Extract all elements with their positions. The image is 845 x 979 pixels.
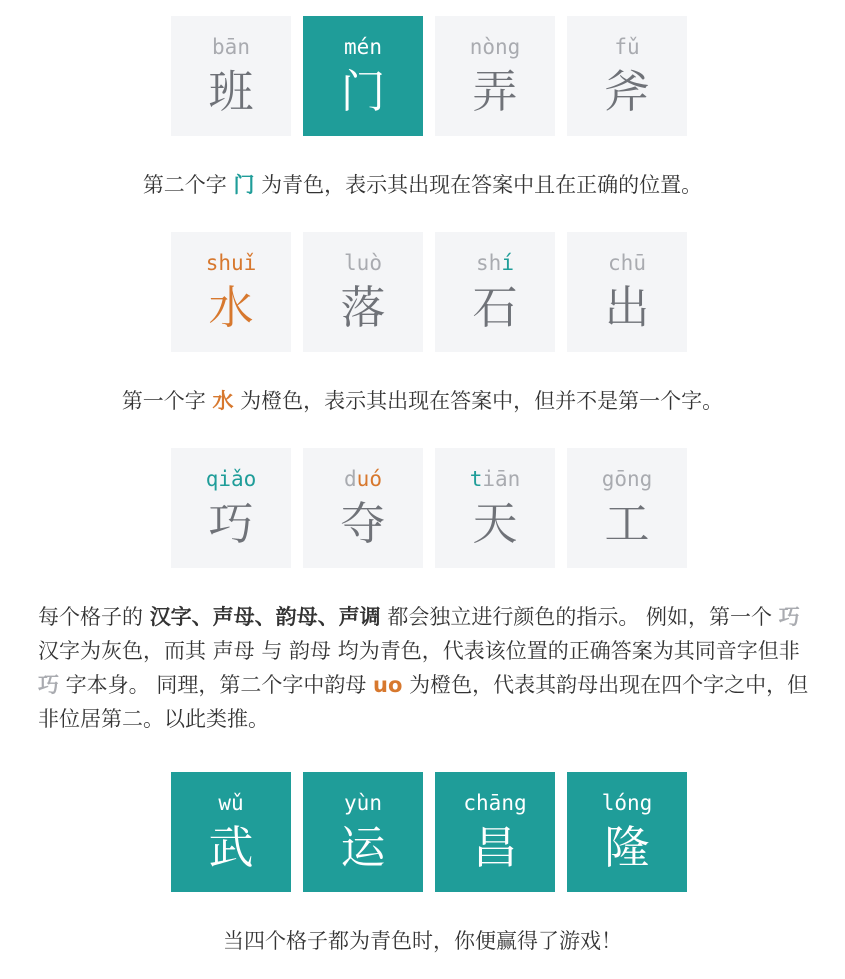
- tile-correct: [435, 772, 555, 892]
- tile-hanzi: 昌: [472, 821, 518, 874]
- tile-correct: [303, 772, 423, 892]
- caption-text: 为青色，表示其出现在答案中且在正确的位置。: [254, 173, 703, 197]
- tile-correct: [567, 772, 687, 892]
- tile: [303, 448, 423, 568]
- paragraph-text: 字本身。 同理，第二个字中韵母: [59, 673, 374, 697]
- pinyin-part: uó: [356, 467, 382, 491]
- pinyin-part: í: [501, 251, 514, 275]
- pinyin-part: qiǎo: [205, 467, 257, 491]
- explanation-paragraph: [38, 600, 813, 736]
- example-caption-1: [0, 170, 845, 200]
- tile-hanzi: 天: [472, 497, 518, 550]
- pinyin-part: luò: [344, 251, 382, 275]
- tile: [435, 448, 555, 568]
- tile-pinyin: [303, 250, 423, 276]
- paragraph-text: 每个格子的: [38, 605, 150, 629]
- tile-hanzi: 武: [208, 821, 254, 874]
- tile: [567, 448, 687, 568]
- pinyin-part: ōng: [614, 467, 653, 491]
- tile-hanzi: 石: [472, 281, 518, 334]
- tile: [171, 232, 291, 352]
- caption-text: 第二个字: [142, 173, 234, 197]
- example-row-2: [171, 232, 687, 352]
- tile-hanzi: 斧: [604, 65, 650, 118]
- tile: [435, 232, 555, 352]
- tile-hanzi: 运: [340, 821, 386, 874]
- paragraph-keyword: uo: [373, 673, 403, 697]
- paragraph-text: 汉字为灰色，而其 声母 与 韵母 均为青色，代表该位置的正确答案为其同音字但非: [38, 639, 800, 663]
- tile-hanzi: 夺: [340, 497, 386, 550]
- tile-pinyin: nòng: [469, 35, 521, 59]
- pinyin-part: shuǐ: [205, 251, 257, 275]
- paragraph-text: 为橙色，代表其韵母出现在四个字之中，但非位居第二。以此类推。: [38, 673, 809, 731]
- tile-pinyin: chāng: [463, 791, 527, 815]
- example-row-1: [171, 16, 687, 136]
- tile: [567, 16, 687, 136]
- tile-hanzi: 门: [340, 65, 386, 118]
- tile-hanzi: 隆: [604, 821, 650, 874]
- tile-hanzi: 弄: [472, 65, 518, 118]
- tile-hanzi: 出: [604, 281, 650, 334]
- tile-pinyin: bān: [212, 35, 250, 59]
- paragraph-keyword: 巧: [778, 605, 800, 629]
- pinyin-part: d: [344, 467, 357, 491]
- example-row-3: [171, 448, 687, 568]
- win-caption: 当四个格子都为青色时，你便赢得了游戏！: [223, 929, 622, 953]
- paragraph-keyword: 巧: [38, 673, 59, 697]
- tile-pinyin: [567, 466, 687, 492]
- tile: [171, 16, 291, 136]
- tile: [435, 16, 555, 136]
- tile-pinyin: wǔ: [218, 791, 244, 815]
- tile-pinyin: [567, 250, 687, 276]
- tile-pinyin: yùn: [344, 791, 382, 815]
- tile-pinyin: mén: [344, 35, 382, 59]
- tile-hanzi: 工: [604, 497, 650, 550]
- pinyin-part: g: [601, 467, 615, 491]
- pinyin-part: iān: [482, 467, 521, 491]
- tile: [303, 232, 423, 352]
- pinyin-part: sh: [476, 251, 502, 275]
- tile: [171, 448, 291, 568]
- tile-pinyin: [435, 466, 555, 492]
- example-row-4: [171, 772, 687, 892]
- tile-pinyin: [303, 466, 423, 492]
- tile-correct: [171, 772, 291, 892]
- tile-hanzi: 落: [340, 281, 386, 334]
- tile: [567, 232, 687, 352]
- example-caption-2: [0, 386, 845, 416]
- pinyin-part: chū: [608, 251, 646, 275]
- pinyin-part: t: [469, 467, 483, 491]
- tile-pinyin: [171, 466, 291, 492]
- tile-pinyin: [171, 250, 291, 276]
- paragraph-keyword: 汉字、声母、韵母、声调: [149, 605, 381, 629]
- tile-hanzi: 巧: [208, 497, 254, 550]
- caption-text: 为橙色，表示其出现在答案中，但并不是第一个字。: [233, 389, 724, 413]
- tile-pinyin: fǔ: [614, 35, 640, 59]
- tile-pinyin: [435, 250, 555, 276]
- tile-correct: [303, 16, 423, 136]
- tile-hanzi: 班: [208, 65, 254, 118]
- caption-keyword: 水: [212, 389, 234, 413]
- caption-keyword: 门: [233, 173, 255, 197]
- paragraph-text: 都会独立进行颜色的指示。 例如，第一个: [380, 605, 779, 629]
- tile-pinyin: lóng: [601, 791, 653, 815]
- caption-text: 第一个字: [121, 389, 213, 413]
- tile-hanzi: 水: [208, 281, 254, 334]
